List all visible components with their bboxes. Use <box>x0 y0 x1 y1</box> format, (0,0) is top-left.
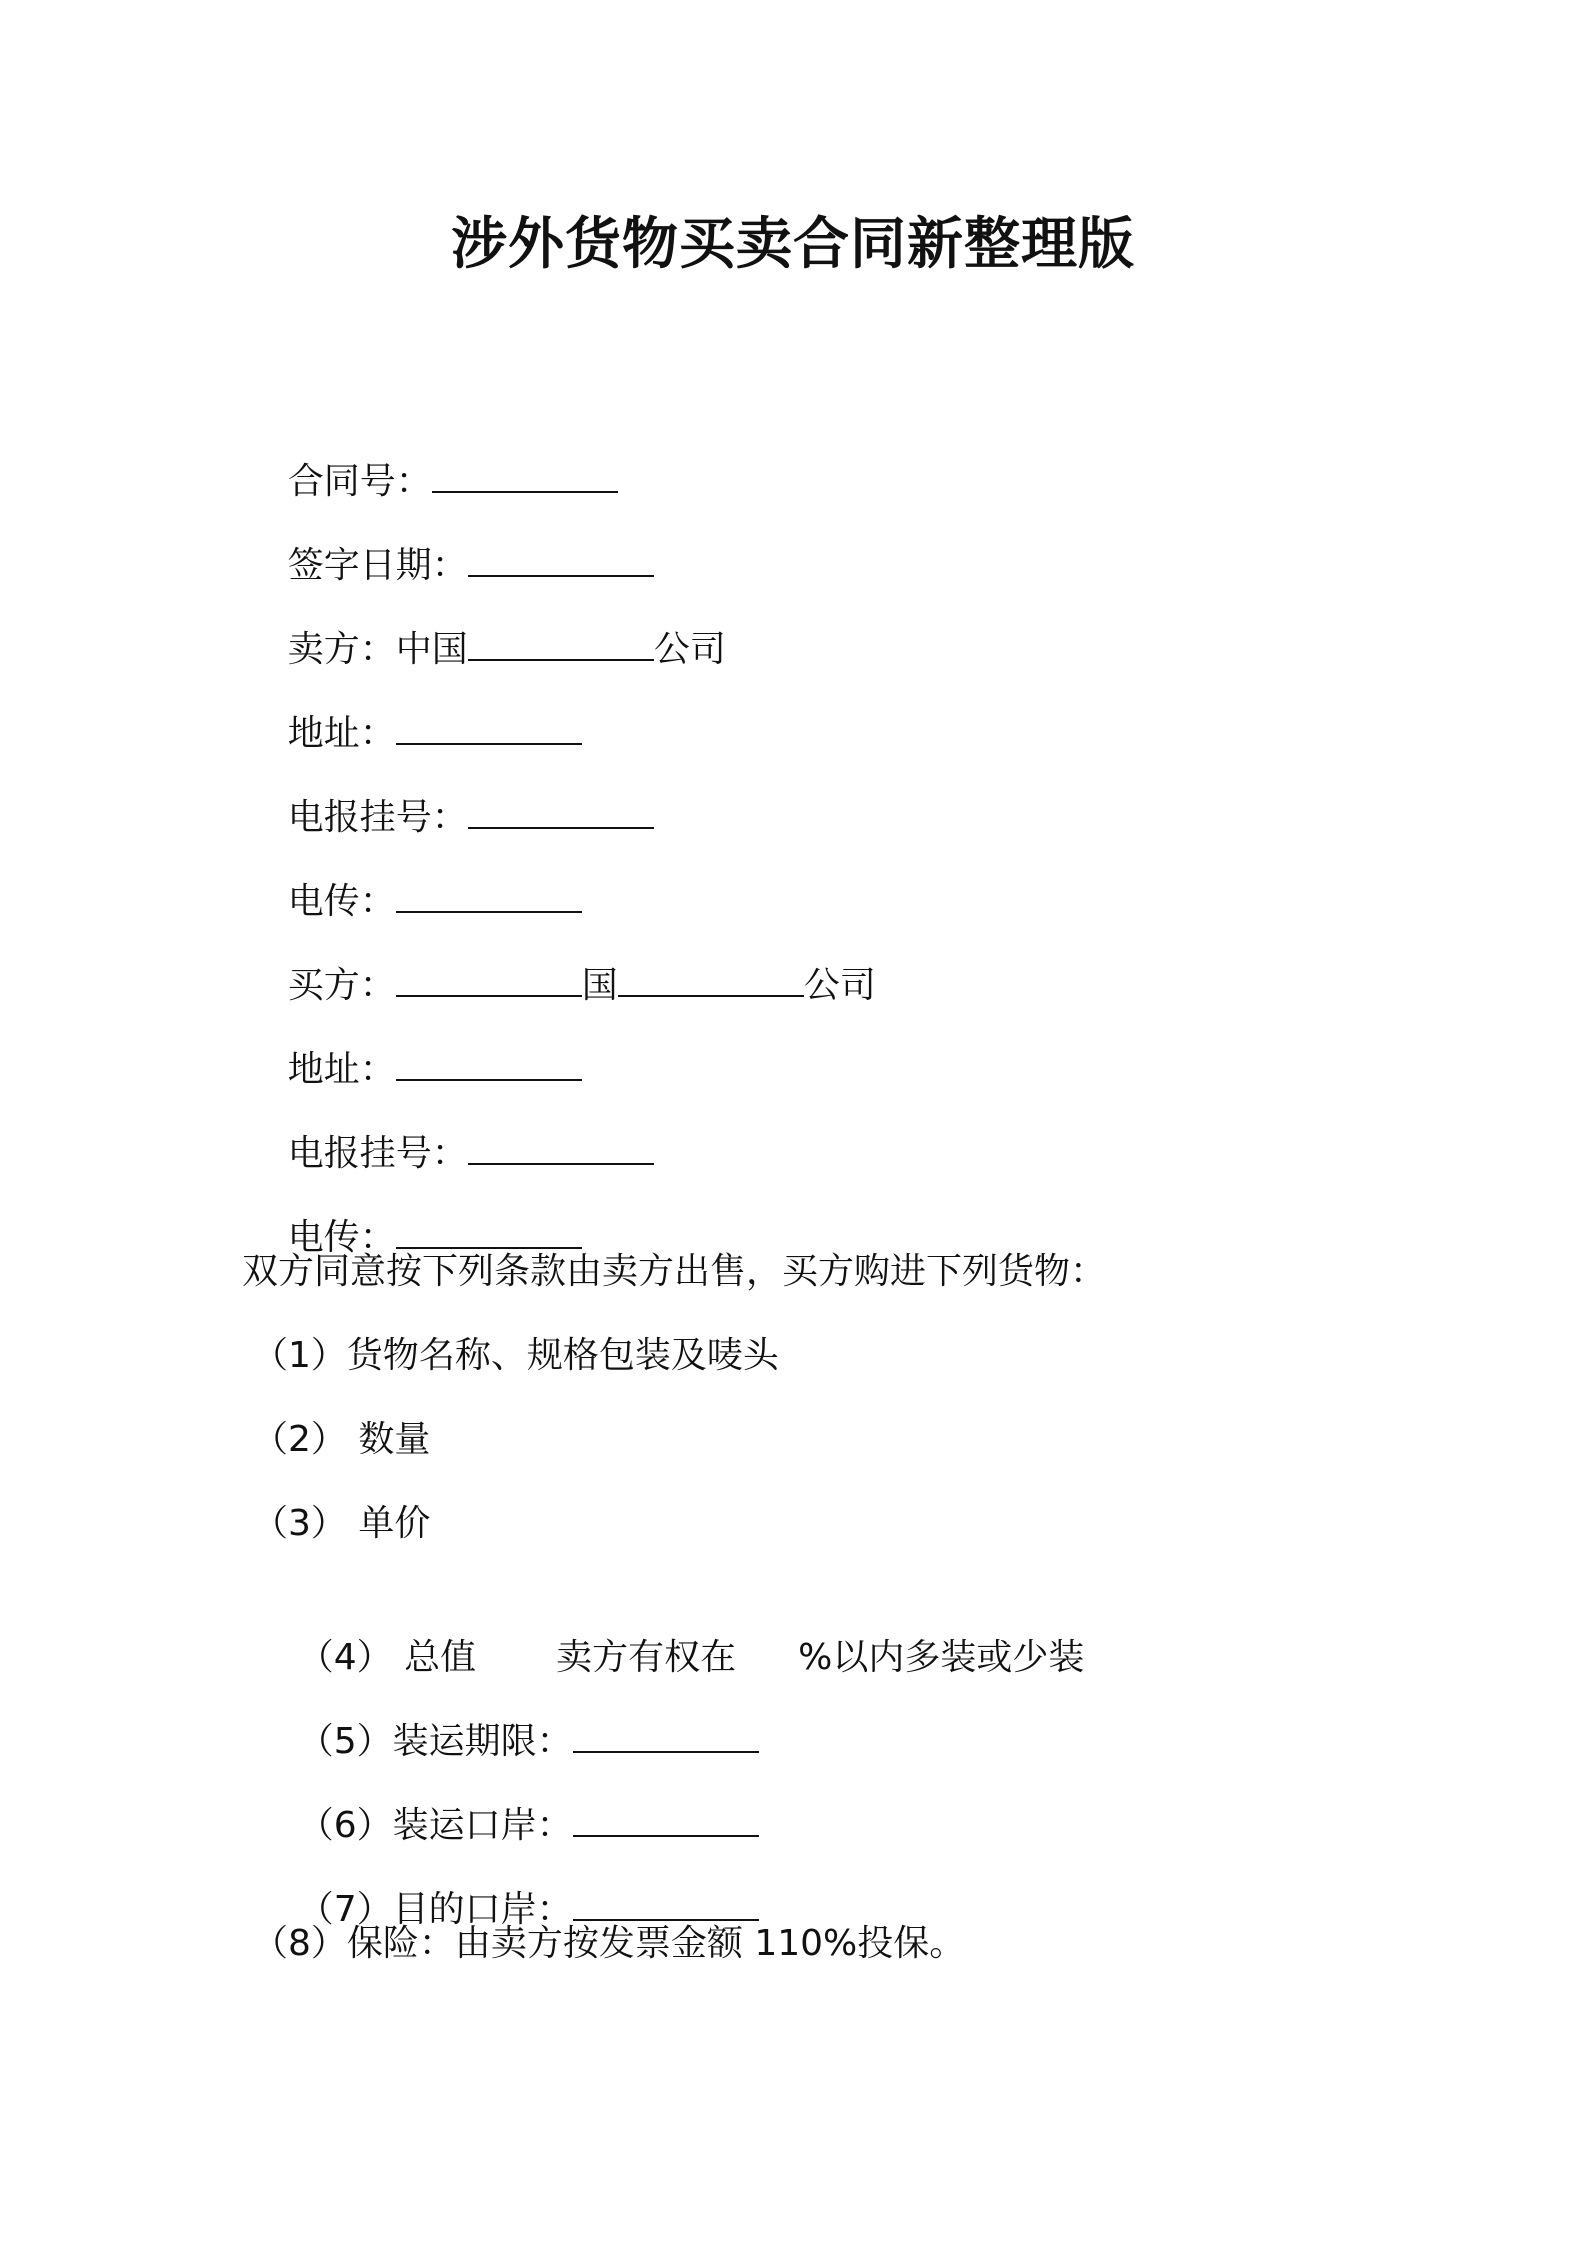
clause-6-label: （6）装运口岸： <box>297 1805 573 1846</box>
seller-name-blank <box>468 627 654 661</box>
seller-label: 卖方： <box>287 629 396 670</box>
clause-4-text-b: %以内多装或少装 <box>798 1637 1085 1678</box>
buyer-fax-label: 电传： <box>287 1217 396 1258</box>
seller-suffix: 公司 <box>653 629 726 670</box>
seller-cable-blank <box>468 795 654 829</box>
seller-fax-blank <box>396 879 582 913</box>
buyer-cable-label: 电报挂号： <box>287 1133 468 1174</box>
buyer-address-label: 地址： <box>287 1049 396 1090</box>
seller-prefix: 中国 <box>395 629 468 670</box>
clause-4-label: （4） 总值 <box>297 1637 477 1678</box>
clause-8: （8）保险：由卖方按发票金额 110%投保。 <box>252 1923 966 1964</box>
clause-5-blank <box>573 1719 759 1753</box>
document-title: 涉外货物买卖合同新整理版 <box>451 212 1135 277</box>
buyer-country: 国 <box>581 965 618 1006</box>
contract-number-blank <box>432 459 618 493</box>
buyer-address-blank <box>396 1047 582 1081</box>
seller-cable-label: 电报挂号： <box>287 797 468 838</box>
clause-2: （2） 数量 <box>252 1419 431 1460</box>
clause-4-text-a: 卖方有权在 <box>556 1637 737 1678</box>
buyer-suffix: 公司 <box>803 965 876 1006</box>
buyer-cable-blank <box>468 1131 654 1165</box>
seller-address-blank <box>396 711 582 745</box>
sign-date-blank <box>468 543 654 577</box>
buyer-label: 买方： <box>287 965 396 1006</box>
clause-1: （1）货物名称、规格包装及唛头 <box>252 1335 779 1376</box>
clause-5-label: （5）装运期限： <box>297 1721 573 1762</box>
buyer-fax-blank <box>396 1215 582 1249</box>
sign-date-label: 签字日期： <box>287 545 468 586</box>
clause-3: （3） 单价 <box>252 1503 431 1544</box>
agreement-text: 双方同意按下列条款由卖方出售，买方购进下列货物： <box>242 1251 1107 1292</box>
buyer-country-blank <box>396 963 582 997</box>
seller-address-label: 地址： <box>287 713 396 754</box>
contract-number-label: 合同号： <box>287 461 432 502</box>
clause-6-blank <box>573 1803 759 1837</box>
clause-7-blank <box>573 1887 759 1921</box>
seller-fax-label: 电传： <box>287 881 396 922</box>
buyer-name-blank <box>618 963 804 997</box>
clause-7-label: （7）目的口岸： <box>297 1889 573 1930</box>
